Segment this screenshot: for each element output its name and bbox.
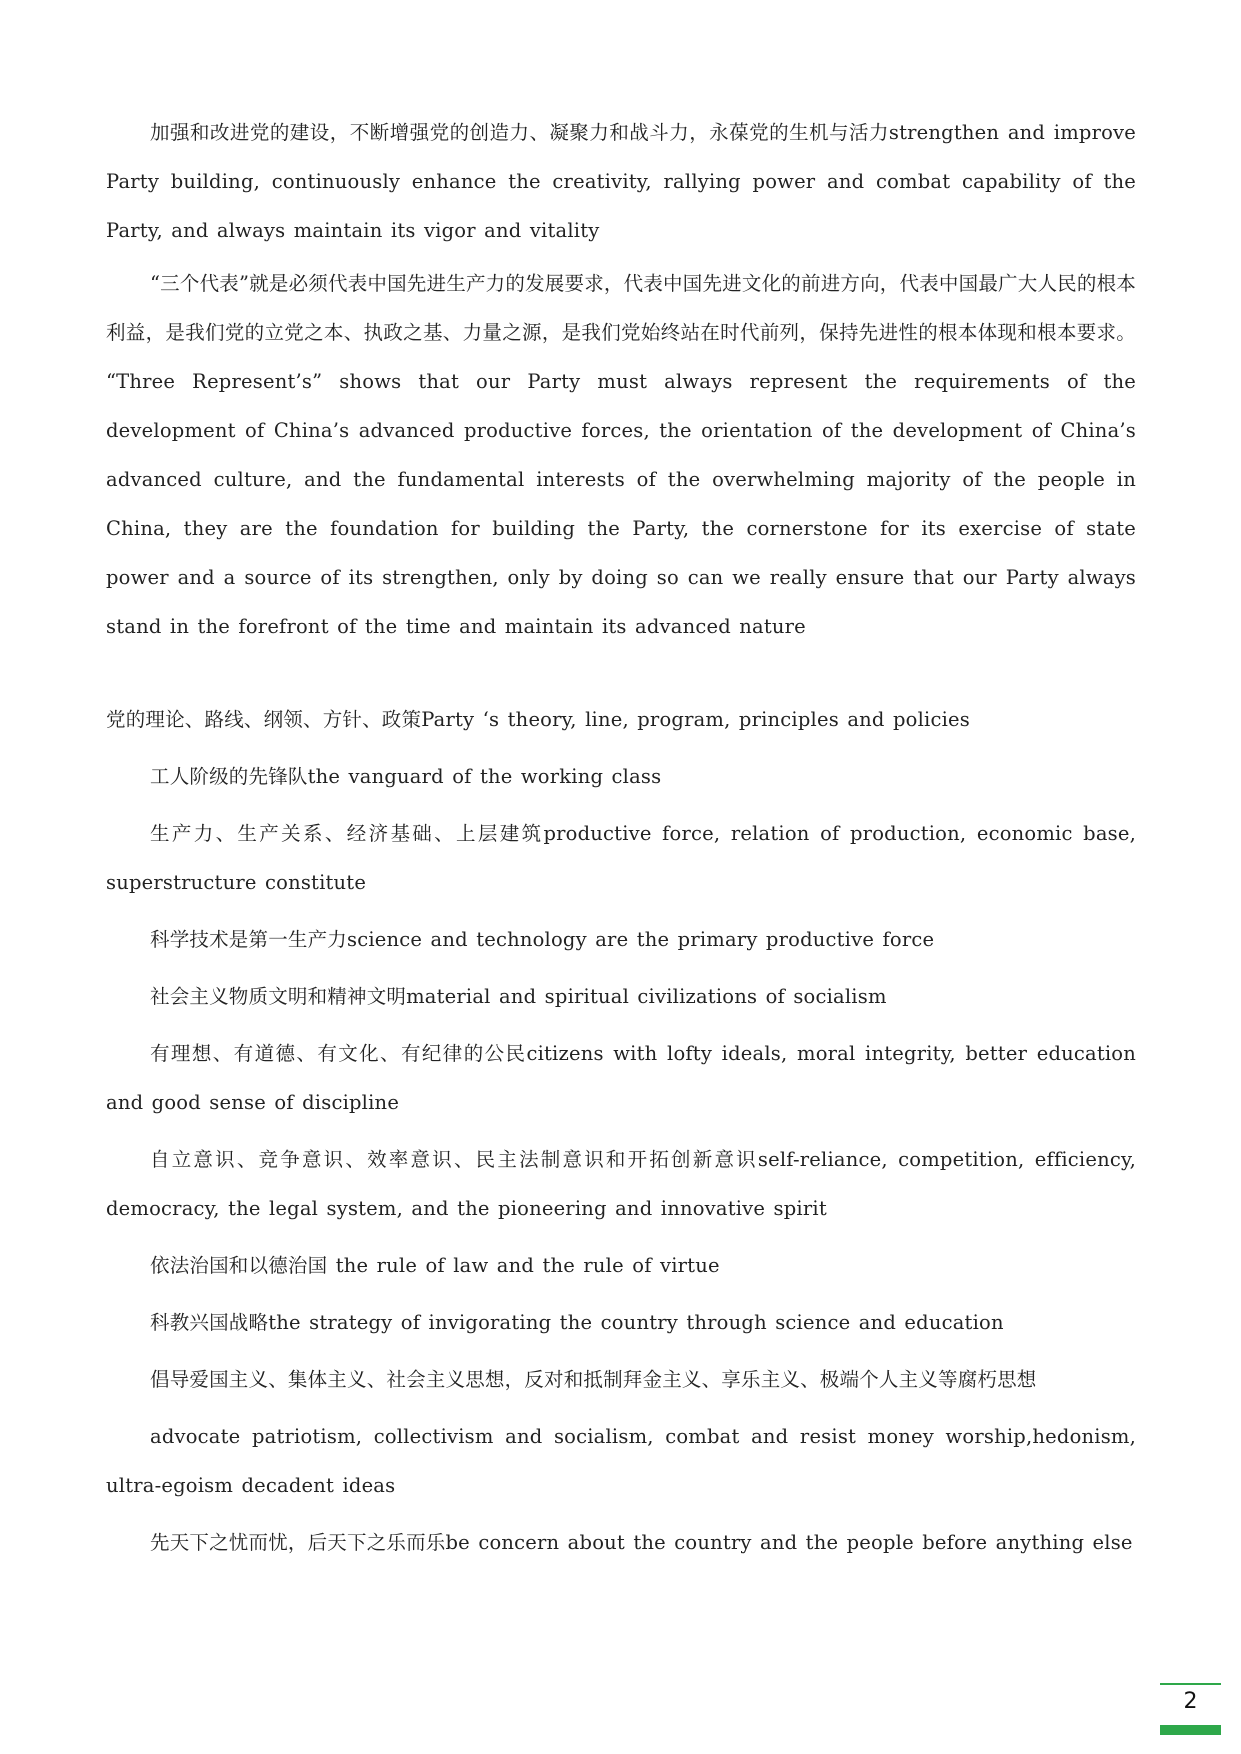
glossary-item: 科教兴国战略the strategy of invigorating the country through science and education — [150, 1311, 1004, 1334]
glossary-item: 自立意识、竞争意识、效率意识、民主法制意识和开拓创新意识self-reliance, competition, efficiency, democracy, the legal system, and the pioneering and innovative spirit — [106, 1148, 1136, 1220]
glossary-item: 工人阶级的先锋队the vanguard of the working class — [150, 765, 662, 788]
footer-rule-bottom — [1160, 1725, 1221, 1735]
glossary-item: 社会主义物质文明和精神文明material and spiritual civilizations of socialism — [150, 985, 887, 1008]
paragraph-three-represents: “三个代表”就是必须代表中国先进生产力的发展要求，代表中国先进文化的前进方向，代表中国最广大人民的根本利益，是我们党的立党之本、执政之基、力量之源，是我们党始终站在时代前列，保持先进性的根本体现和根本要求。 “Three Represent’s” shows that our Party must always represent the requirements of the development of China’s advanced productive forces, the orientation of the development of China’s advanced culture, and the fundamental interests of the overwhelming majority of the people in China, they are the foundation for building the Party, the cornerstone for its exercise of state power and a source of its strengthen, only by doing so can we really ensure that our Party always stand in the forefront of the time and maintain its advanced nature — [106, 272, 1136, 638]
glossary-item: advocate patriotism, collectivism and socialism, combat and resist money worship,hedonism, ultra-egoism decadent ideas — [106, 1425, 1136, 1497]
page-number: 2 — [1183, 1689, 1198, 1714]
glossary-item: 党的理论、路线、纲领、方针、政策Party ‘s theory, line, program, principles and policies — [106, 708, 970, 731]
glossary-item: 生产力、生产关系、经济基础、上层建筑productive force, relation of production, economic base, superstructure constitute — [106, 822, 1136, 894]
glossary-item: 先天下之忧而忧，后天下之乐而乐be concern about the country and the people before anything else — [150, 1531, 1133, 1554]
paragraph-party-building: 加强和改进党的建设，不断增强党的创造力、凝聚力和战斗力，永葆党的生机与活力strengthen and improve Party building, continuously enhance the creativity, rallying power and combat capability of the Party, and always maintain its vigor and vitality — [106, 121, 1136, 242]
document-body — [106, 108, 1136, 1575]
glossary-item: 科学技术是第一生产力science and technology are the primary productive force — [150, 928, 935, 951]
glossary-item: 倡导爱国主义、集体主义、社会主义思想，反对和抵制拜金主义、享乐主义、极端个人主义等腐朽思想 — [150, 1368, 1037, 1391]
footer-rule-top — [1160, 1683, 1221, 1685]
glossary-item: 有理想、有道德、有文化、有纪律的公民citizens with lofty ideals, moral integrity, better education and good sense of discipline — [106, 1042, 1136, 1114]
glossary-item: 依法治国和以德治国 the rule of law and the rule of virtue — [150, 1254, 720, 1277]
page-number-footer — [1160, 1683, 1221, 1735]
